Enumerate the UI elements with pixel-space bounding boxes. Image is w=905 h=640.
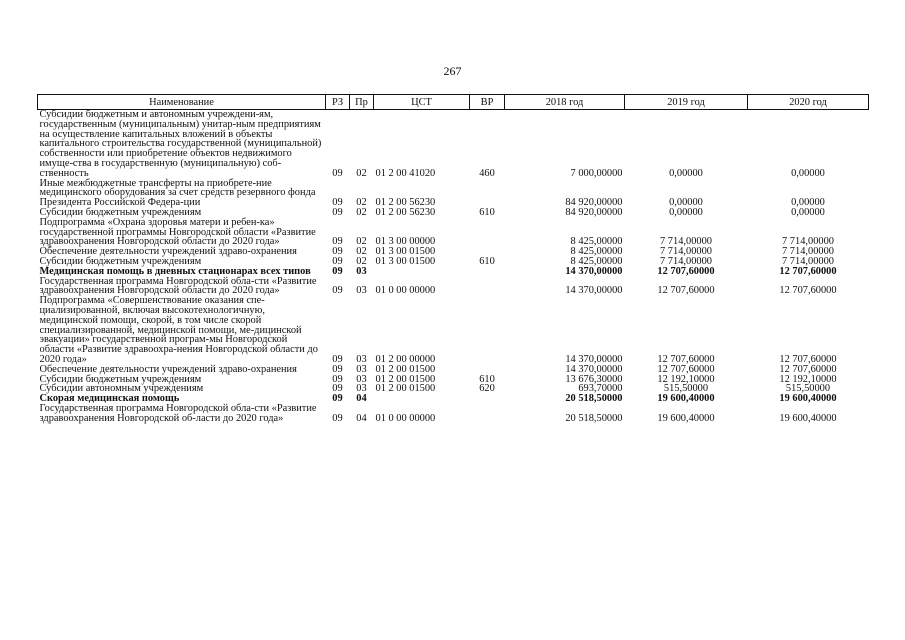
row-rz: 09 bbox=[332, 393, 343, 405]
row-cst: 01 2 00 01500 bbox=[375, 363, 436, 375]
row-name: Скорая медицинская помощь bbox=[39, 393, 180, 405]
row-pr: 03 bbox=[356, 373, 367, 385]
row-amount-2020: 7 714,00000 bbox=[782, 255, 834, 267]
row-vr: 610 bbox=[479, 373, 495, 385]
col-header-name: Наименование bbox=[38, 95, 326, 110]
row-amount-2020: 515,50000 bbox=[785, 383, 831, 395]
row-pr: 02 bbox=[356, 236, 367, 248]
row-name: Подпрограмма «Охрана здоровья матери и ребен-ка» государственной программы Новгородской области «Развитие здравоохранения Новгородской области до 2020 года» bbox=[39, 216, 316, 248]
row-amount-2018: 14 370,00000 bbox=[565, 285, 623, 297]
row-name: Субсидии бюджетным учреждениям bbox=[39, 206, 202, 218]
row-rz: 09 bbox=[332, 265, 343, 277]
row-cst: 01 2 00 56230 bbox=[375, 206, 436, 218]
row-amount-2020: 0,00000 bbox=[791, 167, 825, 179]
row-name: Субсидии бюджетным учреждениям bbox=[39, 373, 202, 385]
row-amount-2018: 693,70000 bbox=[578, 383, 623, 395]
row-cst bbox=[374, 267, 470, 277]
row-pr: 03 bbox=[356, 353, 367, 365]
col-header-cst: ЦСТ bbox=[374, 95, 470, 110]
row-name: Субсидии бюджетным учреждениям bbox=[39, 255, 202, 267]
row-amount-2018: 14 370,00000 bbox=[565, 363, 623, 375]
col-header-vr: ВР bbox=[470, 95, 505, 110]
col-header-2019: 2019 год bbox=[625, 95, 748, 110]
table-row bbox=[38, 218, 869, 247]
page-number: 267 bbox=[443, 64, 462, 78]
row-vr bbox=[470, 179, 505, 208]
row-cst: 01 2 00 01500 bbox=[375, 373, 436, 385]
row-pr: 02 bbox=[356, 197, 367, 209]
col-header-2018: 2018 год bbox=[505, 95, 625, 110]
row-amount-2019: 12 707,60000 bbox=[657, 265, 715, 277]
row-amount-2019: 515,50000 bbox=[663, 383, 709, 395]
row-vr bbox=[470, 404, 505, 424]
row-cst: 01 0 00 00000 bbox=[375, 285, 436, 297]
budget-table bbox=[37, 94, 869, 424]
row-cst: 01 3 00 01500 bbox=[375, 255, 436, 267]
row-rz: 09 bbox=[332, 236, 343, 248]
row-cst: 01 2 00 01500 bbox=[375, 383, 436, 395]
row-pr: 02 bbox=[356, 206, 367, 218]
row-pr: 03 bbox=[356, 265, 367, 277]
row-rz: 09 bbox=[332, 206, 343, 218]
row-amount-2018: 20 518,50000 bbox=[565, 412, 623, 424]
table-row bbox=[38, 110, 869, 179]
row-vr bbox=[470, 267, 505, 277]
row-amount-2018: 13 676,30000 bbox=[565, 373, 623, 385]
row-amount-2020: 0,00000 bbox=[791, 197, 825, 209]
row-vr: 620 bbox=[479, 383, 495, 395]
row-vr bbox=[470, 296, 505, 365]
row-amount-2018: 8 425,00000 bbox=[570, 246, 623, 258]
table-row bbox=[38, 277, 869, 297]
row-amount-2018: 8 425,00000 bbox=[570, 255, 623, 267]
row-amount-2019: 0,00000 bbox=[669, 197, 703, 209]
col-header-rz: РЗ bbox=[326, 95, 350, 110]
row-amount-2019: 12 707,60000 bbox=[657, 363, 715, 375]
row-cst: 01 2 00 00000 bbox=[375, 353, 436, 365]
col-header-pr: Пр bbox=[350, 95, 374, 110]
row-amount-2019: 0,00000 bbox=[669, 206, 703, 218]
row-pr: 03 bbox=[356, 363, 367, 375]
row-cst: 01 0 00 00000 bbox=[375, 412, 436, 424]
row-amount-2018: 14 370,00000 bbox=[565, 265, 623, 277]
row-name: Обеспечение деятельности учреждений здраво-охранения bbox=[39, 246, 297, 258]
row-name: Субсидии автономным учреждениям bbox=[39, 383, 204, 395]
row-amount-2019: 12 707,60000 bbox=[657, 353, 715, 365]
row-rz: 09 bbox=[332, 167, 343, 179]
row-amount-2019: 7 714,00000 bbox=[660, 236, 712, 248]
row-amount-2020: 19 600,40000 bbox=[779, 393, 837, 405]
row-cst: 01 2 00 56230 bbox=[375, 197, 436, 209]
row-amount-2019: 12 707,60000 bbox=[657, 285, 715, 297]
row-pr: 04 bbox=[356, 393, 367, 405]
table-row bbox=[38, 404, 869, 424]
row-rz: 09 bbox=[332, 255, 343, 267]
row-amount-2020: 12 707,60000 bbox=[779, 363, 837, 375]
row-amount-2020: 12 192,10000 bbox=[779, 373, 837, 385]
row-cst bbox=[374, 394, 470, 404]
table-header-row bbox=[38, 95, 869, 110]
row-name: Подпрограмма «Совершенствование оказания спе-циализированной, включая высокотехнологичную, медицинской помощи, скорой, в том числе скорой специализированной, медицинской помощи, ме-дицинской эвакуации» государственной програм-мы Новгородской области «Развитие здравоохра-нения Новгородской области до 2020 года» bbox=[39, 295, 318, 365]
row-pr: 02 bbox=[356, 167, 367, 179]
row-amount-2018: 84 920,00000 bbox=[565, 206, 623, 218]
row-amount-2020: 12 707,60000 bbox=[779, 265, 837, 277]
row-rz: 09 bbox=[332, 383, 343, 395]
row-rz: 09 bbox=[332, 353, 343, 365]
row-amount-2018: 84 920,00000 bbox=[565, 197, 623, 209]
table-row bbox=[38, 296, 869, 365]
row-pr: 02 bbox=[356, 246, 367, 258]
row-amount-2019: 12 192,10000 bbox=[657, 373, 715, 385]
row-amount-2019: 7 714,00000 bbox=[660, 246, 712, 258]
row-amount-2019: 19 600,40000 bbox=[657, 412, 715, 424]
row-name: Государственная программа Новгородской обла-сти «Развитие здравоохранения Новгородской области до 2020 года» bbox=[39, 275, 317, 297]
row-rz: 09 bbox=[332, 373, 343, 385]
row-cst: 01 2 00 41020 bbox=[375, 167, 436, 179]
row-vr: 610 bbox=[479, 206, 495, 218]
row-name: Обеспечение деятельности учреждений здраво-охранения bbox=[39, 363, 297, 375]
row-name: Субсидии бюджетным и автономным учреждени-ям, государственным (муниципальным) унитар-ным предприятиям на осуществление капитальных вложений в объекты капитального строительства государственной (муниципальной) собственности или приобретение объектов недвижимого имуще-ства в государственную (муниципальную) соб-ственность bbox=[39, 109, 322, 179]
row-rz: 09 bbox=[332, 197, 343, 209]
row-amount-2018: 7 000,00000 bbox=[570, 167, 623, 179]
row-name: Иные межбюджетные трансферты на приобрете-ние медицинского оборудования за счет средств резервного фонда Президента Российской Федера-ции bbox=[39, 177, 316, 209]
row-amount-2020: 12 707,60000 bbox=[779, 353, 837, 365]
row-cst: 01 3 00 01500 bbox=[375, 246, 436, 258]
row-pr: 03 bbox=[356, 285, 367, 297]
row-amount-2019: 7 714,00000 bbox=[660, 255, 712, 267]
row-amount-2020: 0,00000 bbox=[791, 206, 825, 218]
row-rz: 09 bbox=[332, 412, 343, 424]
table-body bbox=[38, 110, 869, 424]
row-rz: 09 bbox=[332, 285, 343, 297]
row-vr bbox=[470, 277, 505, 297]
row-vr: 610 bbox=[479, 255, 495, 267]
row-amount-2019: 19 600,40000 bbox=[657, 393, 715, 405]
row-amount-2018: 8 425,00000 bbox=[570, 236, 623, 248]
row-amount-2019: 0,00000 bbox=[669, 167, 703, 179]
row-rz: 09 bbox=[332, 246, 343, 258]
row-name: Медицинская помощь в дневных стационарах всех типов bbox=[39, 265, 311, 277]
row-amount-2018: 20 518,50000 bbox=[565, 393, 623, 405]
row-pr: 02 bbox=[356, 255, 367, 267]
row-rz: 09 bbox=[332, 363, 343, 375]
row-vr bbox=[470, 394, 505, 404]
row-pr: 04 bbox=[356, 412, 367, 424]
col-header-2020: 2020 год bbox=[748, 95, 869, 110]
row-vr: 460 bbox=[479, 167, 495, 179]
row-pr: 03 bbox=[356, 383, 367, 395]
row-amount-2020: 7 714,00000 bbox=[782, 246, 834, 258]
row-amount-2018: 14 370,00000 bbox=[565, 353, 623, 365]
row-amount-2020: 12 707,60000 bbox=[779, 285, 837, 297]
table-row bbox=[38, 179, 869, 208]
row-amount-2020: 7 714,00000 bbox=[782, 236, 834, 248]
row-amount-2020: 19 600,40000 bbox=[779, 412, 837, 424]
row-cst: 01 3 00 00000 bbox=[375, 236, 436, 248]
row-name: Государственная программа Новгородской обла-сти «Развитие здравоохранения Новгородской об-ласти до 2020 года» bbox=[39, 402, 317, 424]
row-vr bbox=[470, 218, 505, 247]
